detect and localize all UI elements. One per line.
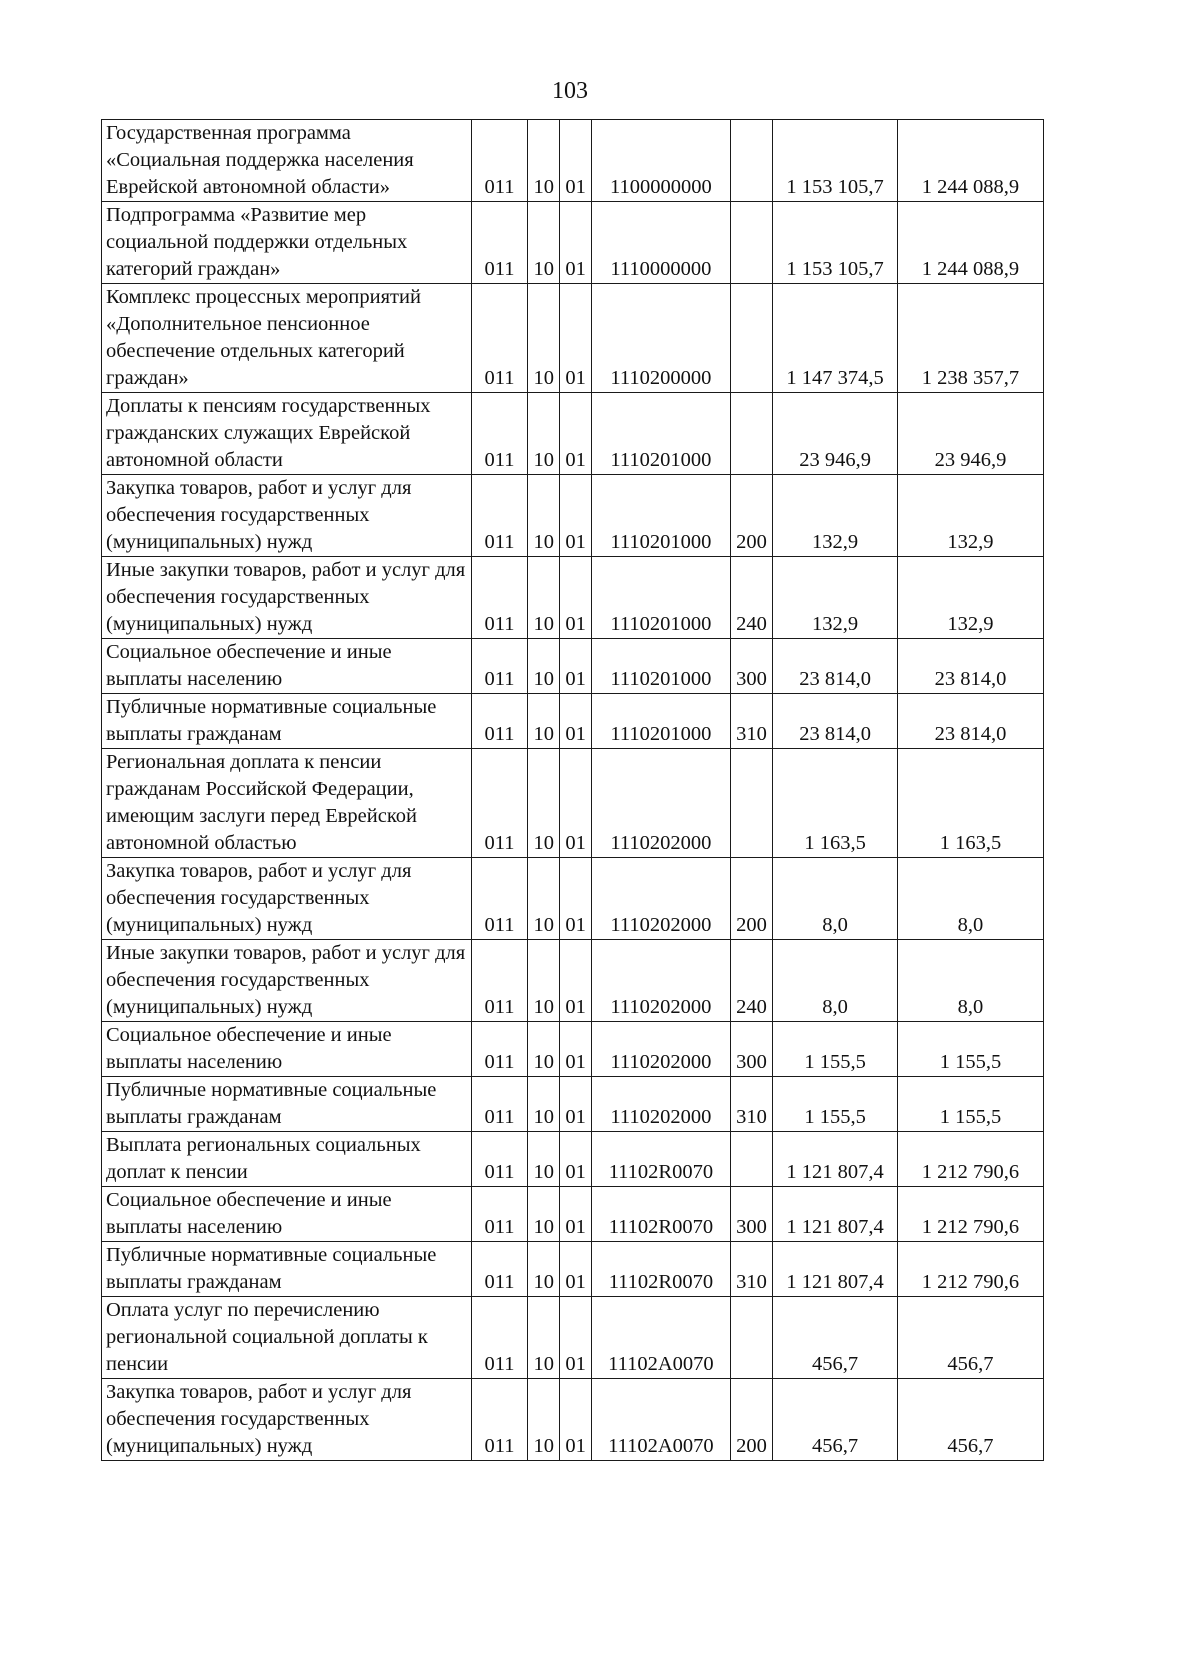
expense-type-cell xyxy=(730,1297,773,1379)
amount-year2-cell: 1 155,5 xyxy=(897,1077,1043,1132)
target-article-cell: 11102A0070 xyxy=(592,1379,731,1461)
section-code-cell: 10 xyxy=(528,1132,560,1187)
target-article-cell: 1110202000 xyxy=(592,749,731,858)
ministry-code-cell: 011 xyxy=(471,393,527,475)
row-name-cell: Закупка товаров, работ и услуг для обеспечения государственных (муниципальных) нужд xyxy=(102,858,472,940)
ministry-code-cell: 011 xyxy=(471,475,527,557)
ministry-code-cell: 011 xyxy=(471,858,527,940)
target-article-cell: 1110202000 xyxy=(592,1077,731,1132)
row-name-cell: Социальное обеспечение и иные выплаты населению xyxy=(102,1022,472,1077)
table-row xyxy=(102,1242,1044,1297)
amount-year1-cell: 132,9 xyxy=(773,557,898,639)
target-article-cell: 1110201000 xyxy=(592,475,731,557)
subsection-code-cell: 01 xyxy=(560,120,592,202)
ministry-code-cell: 011 xyxy=(471,1242,527,1297)
subsection-code-cell: 01 xyxy=(560,393,592,475)
section-code-cell: 10 xyxy=(528,940,560,1022)
amount-year2-cell: 1 212 790,6 xyxy=(897,1242,1043,1297)
ministry-code-cell: 011 xyxy=(471,1132,527,1187)
subsection-code-cell: 01 xyxy=(560,1297,592,1379)
expense-type-cell: 300 xyxy=(730,1187,773,1242)
section-code-cell: 10 xyxy=(528,639,560,694)
target-article-cell: 1100000000 xyxy=(592,120,731,202)
subsection-code-cell: 01 xyxy=(560,694,592,749)
amount-year1-cell: 8,0 xyxy=(773,858,898,940)
expense-type-cell: 310 xyxy=(730,1077,773,1132)
ministry-code-cell: 011 xyxy=(471,202,527,284)
section-code-cell: 10 xyxy=(528,694,560,749)
ministry-code-cell: 011 xyxy=(471,1187,527,1242)
ministry-code-cell: 011 xyxy=(471,639,527,694)
table-row xyxy=(102,694,1044,749)
table-row xyxy=(102,1022,1044,1077)
page-number: 103 xyxy=(552,78,588,104)
amount-year1-cell: 1 121 807,4 xyxy=(773,1242,898,1297)
table-row xyxy=(102,1132,1044,1187)
ministry-code-cell: 011 xyxy=(471,1077,527,1132)
amount-year1-cell: 1 163,5 xyxy=(773,749,898,858)
section-code-cell: 10 xyxy=(528,475,560,557)
target-article-cell: 1110201000 xyxy=(592,393,731,475)
subsection-code-cell: 01 xyxy=(560,557,592,639)
subsection-code-cell: 01 xyxy=(560,858,592,940)
row-name-cell: Публичные нормативные социальные выплаты гражданам xyxy=(102,1077,472,1132)
expense-type-cell xyxy=(730,393,773,475)
amount-year1-cell: 1 155,5 xyxy=(773,1022,898,1077)
row-name-cell: Оплата услуг по перечислению региональной социальной доплаты к пенсии xyxy=(102,1297,472,1379)
table-row xyxy=(102,120,1044,202)
ministry-code-cell: 011 xyxy=(471,1379,527,1461)
amount-year1-cell: 1 153 105,7 xyxy=(773,120,898,202)
amount-year2-cell: 132,9 xyxy=(897,557,1043,639)
subsection-code-cell: 01 xyxy=(560,202,592,284)
table-row xyxy=(102,858,1044,940)
row-name-cell: Иные закупки товаров, работ и услуг для обеспечения государственных (муниципальных) нужд xyxy=(102,940,472,1022)
section-code-cell: 10 xyxy=(528,202,560,284)
table-row xyxy=(102,940,1044,1022)
section-code-cell: 10 xyxy=(528,858,560,940)
row-name-cell: Доплаты к пенсиям государственных гражданских служащих Еврейской автономной области xyxy=(102,393,472,475)
subsection-code-cell: 01 xyxy=(560,1022,592,1077)
section-code-cell: 10 xyxy=(528,1242,560,1297)
expense-type-cell: 200 xyxy=(730,1379,773,1461)
ministry-code-cell: 011 xyxy=(471,749,527,858)
ministry-code-cell: 011 xyxy=(471,557,527,639)
table-row xyxy=(102,1077,1044,1132)
table-row xyxy=(102,639,1044,694)
table-row xyxy=(102,1379,1044,1461)
amount-year2-cell: 8,0 xyxy=(897,858,1043,940)
section-code-cell: 10 xyxy=(528,1297,560,1379)
table-body xyxy=(102,120,1044,1461)
amount-year1-cell: 456,7 xyxy=(773,1297,898,1379)
subsection-code-cell: 01 xyxy=(560,639,592,694)
section-code-cell: 10 xyxy=(528,1022,560,1077)
target-article-cell: 11102R0070 xyxy=(592,1242,731,1297)
amount-year2-cell: 23 946,9 xyxy=(897,393,1043,475)
amount-year2-cell: 23 814,0 xyxy=(897,694,1043,749)
ministry-code-cell: 011 xyxy=(471,940,527,1022)
row-name-cell: Социальное обеспечение и иные выплаты населению xyxy=(102,639,472,694)
amount-year1-cell: 132,9 xyxy=(773,475,898,557)
target-article-cell: 1110202000 xyxy=(592,940,731,1022)
subsection-code-cell: 01 xyxy=(560,284,592,393)
amount-year1-cell: 23 946,9 xyxy=(773,393,898,475)
row-name-cell: Публичные нормативные социальные выплаты гражданам xyxy=(102,694,472,749)
section-code-cell: 10 xyxy=(528,1379,560,1461)
section-code-cell: 10 xyxy=(528,284,560,393)
expense-type-cell: 200 xyxy=(730,858,773,940)
target-article-cell: 11102R0070 xyxy=(592,1187,731,1242)
subsection-code-cell: 01 xyxy=(560,1379,592,1461)
subsection-code-cell: 01 xyxy=(560,940,592,1022)
table-row xyxy=(102,284,1044,393)
table-row xyxy=(102,202,1044,284)
amount-year1-cell: 1 155,5 xyxy=(773,1077,898,1132)
ministry-code-cell: 011 xyxy=(471,1022,527,1077)
subsection-code-cell: 01 xyxy=(560,475,592,557)
amount-year2-cell: 1 244 088,9 xyxy=(897,120,1043,202)
amount-year2-cell: 1 163,5 xyxy=(897,749,1043,858)
budget-table xyxy=(101,119,1044,1461)
subsection-code-cell: 01 xyxy=(560,1077,592,1132)
amount-year1-cell: 23 814,0 xyxy=(773,639,898,694)
amount-year2-cell: 1 155,5 xyxy=(897,1022,1043,1077)
expense-type-cell xyxy=(730,749,773,858)
target-article-cell: 1110201000 xyxy=(592,694,731,749)
row-name-cell: Закупка товаров, работ и услуг для обеспечения государственных (муниципальных) нужд xyxy=(102,475,472,557)
expense-type-cell xyxy=(730,202,773,284)
amount-year2-cell: 1 238 357,7 xyxy=(897,284,1043,393)
amount-year2-cell: 456,7 xyxy=(897,1379,1043,1461)
ministry-code-cell: 011 xyxy=(471,284,527,393)
target-article-cell: 1110200000 xyxy=(592,284,731,393)
row-name-cell: Подпрограмма «Развитие мер социальной поддержки отдельных категорий граждан» xyxy=(102,202,472,284)
table-row xyxy=(102,1187,1044,1242)
row-name-cell: Государственная программа «Социальная поддержка населения Еврейской автономной области» xyxy=(102,120,472,202)
target-article-cell: 1110000000 xyxy=(592,202,731,284)
amount-year2-cell: 456,7 xyxy=(897,1297,1043,1379)
section-code-cell: 10 xyxy=(528,557,560,639)
expense-type-cell: 310 xyxy=(730,694,773,749)
table-row xyxy=(102,475,1044,557)
target-article-cell: 11102A0070 xyxy=(592,1297,731,1379)
table-row xyxy=(102,749,1044,858)
target-article-cell: 1110201000 xyxy=(592,639,731,694)
row-name-cell: Закупка товаров, работ и услуг для обеспечения государственных (муниципальных) нужд xyxy=(102,1379,472,1461)
expense-type-cell: 300 xyxy=(730,639,773,694)
section-code-cell: 10 xyxy=(528,1077,560,1132)
row-name-cell: Комплекс процессных мероприятий «Дополнительное пенсионное обеспечение отдельных категорий граждан» xyxy=(102,284,472,393)
row-name-cell: Выплата региональных социальных доплат к пенсии xyxy=(102,1132,472,1187)
amount-year2-cell: 132,9 xyxy=(897,475,1043,557)
ministry-code-cell: 011 xyxy=(471,1297,527,1379)
expense-type-cell: 240 xyxy=(730,557,773,639)
expense-type-cell: 200 xyxy=(730,475,773,557)
expense-type-cell: 300 xyxy=(730,1022,773,1077)
expense-type-cell xyxy=(730,284,773,393)
ministry-code-cell: 011 xyxy=(471,694,527,749)
amount-year1-cell: 1 121 807,4 xyxy=(773,1187,898,1242)
expense-type-cell: 240 xyxy=(730,940,773,1022)
subsection-code-cell: 01 xyxy=(560,1187,592,1242)
table-row xyxy=(102,393,1044,475)
amount-year1-cell: 8,0 xyxy=(773,940,898,1022)
expense-type-cell: 310 xyxy=(730,1242,773,1297)
amount-year1-cell: 23 814,0 xyxy=(773,694,898,749)
amount-year1-cell: 456,7 xyxy=(773,1379,898,1461)
section-code-cell: 10 xyxy=(528,1187,560,1242)
subsection-code-cell: 01 xyxy=(560,1132,592,1187)
row-name-cell: Региональная доплата к пенсии гражданам Российской Федерации, имеющим заслуги перед Еврейской автономной областью xyxy=(102,749,472,858)
amount-year2-cell: 1 212 790,6 xyxy=(897,1132,1043,1187)
table-row xyxy=(102,557,1044,639)
expense-type-cell xyxy=(730,120,773,202)
target-article-cell: 11102R0070 xyxy=(592,1132,731,1187)
table-row xyxy=(102,1297,1044,1379)
amount-year1-cell: 1 153 105,7 xyxy=(773,202,898,284)
row-name-cell: Социальное обеспечение и иные выплаты населению xyxy=(102,1187,472,1242)
section-code-cell: 10 xyxy=(528,393,560,475)
row-name-cell: Публичные нормативные социальные выплаты гражданам xyxy=(102,1242,472,1297)
amount-year2-cell: 8,0 xyxy=(897,940,1043,1022)
amount-year2-cell: 23 814,0 xyxy=(897,639,1043,694)
section-code-cell: 10 xyxy=(528,749,560,858)
row-name-cell: Иные закупки товаров, работ и услуг для обеспечения государственных (муниципальных) нужд xyxy=(102,557,472,639)
ministry-code-cell: 011 xyxy=(471,120,527,202)
amount-year1-cell: 1 121 807,4 xyxy=(773,1132,898,1187)
target-article-cell: 1110202000 xyxy=(592,1022,731,1077)
section-code-cell: 10 xyxy=(528,120,560,202)
subsection-code-cell: 01 xyxy=(560,749,592,858)
amount-year2-cell: 1 212 790,6 xyxy=(897,1187,1043,1242)
target-article-cell: 1110202000 xyxy=(592,858,731,940)
amount-year2-cell: 1 244 088,9 xyxy=(897,202,1043,284)
amount-year1-cell: 1 147 374,5 xyxy=(773,284,898,393)
target-article-cell: 1110201000 xyxy=(592,557,731,639)
expense-type-cell xyxy=(730,1132,773,1187)
subsection-code-cell: 01 xyxy=(560,1242,592,1297)
